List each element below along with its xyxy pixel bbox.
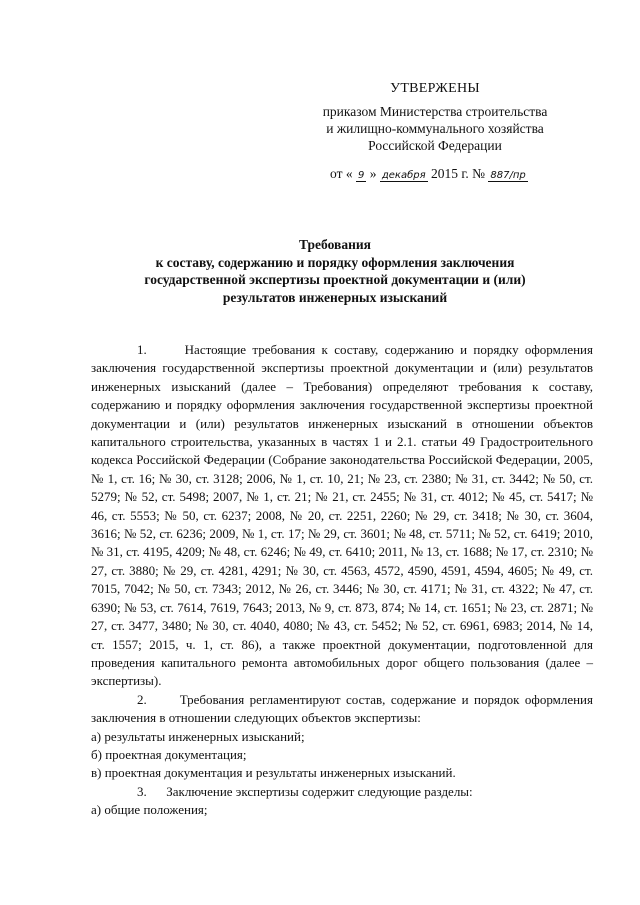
order-mid: » bbox=[369, 166, 377, 181]
document-body bbox=[91, 341, 593, 820]
list-item: в) проектная документация и результаты инженерных изысканий. bbox=[91, 765, 456, 781]
order-number: 887/пр bbox=[490, 170, 526, 181]
list-item: б) проектная документация; bbox=[91, 746, 247, 762]
order-line bbox=[330, 166, 590, 182]
approval-line: и жилищно-коммунального хозяйства bbox=[326, 121, 544, 136]
order-year: 2015 г. № bbox=[431, 166, 486, 181]
paragraph-3: 3. Заключение экспертизы содержит следующие разделы: bbox=[137, 783, 473, 799]
order-month: декабря bbox=[381, 170, 426, 181]
order-day: 9 bbox=[357, 170, 365, 181]
heading-line: Требования bbox=[299, 237, 371, 252]
paragraph-1: 1. Настоящие требования к составу, содержанию и порядку оформления заключения государственной экспертизы проектной документации и (или) результатов инженерных изысканий (далее – Требования) определяют требования к составу, содержанию и порядку оформления заключения государственной экспертизы проектной документации и (или) результатов инженерных изысканий в отношении объектов капитального строительства, указанных в частях 1 и 2.1. статьи 49 Градостроительного кодекса Российской Федерации (Собрание законодательства Российской Федерации, 2005, № 1, ст. 16; № 30, ст. 3128; 2006, № 1, ст. 10, 21; № 23, ст. 2380; № 31, ст. 3442; № 50, ст. 5279; № 52, ст. 5498; 2007, № 1, ст. 21; № 21, ст. 2455; № 31, ст. 4012; № 45, ст. 5417; № 46, ст. 5553; № 50, ст. 6237; 2008, № 20, ст. 2251, 2260; № 29, ст. 3418; № 30, ст. 3604, 3616; № 52, ст. 6236; 2009, № 1, ст. 17; № 29, ст. 3601; № 48, ст. 5711; № 52, ст. 6419; 2010, № 31, ст. 4195, 4209; № 48, ст. 6246; № 49, ст. 6410; 2011, № 13, ст. 1688; № 17, ст. 2310; № 27, ст. 3880; № 29, ст. 4281, 4291; № 30, ст. 4563, 4572, 4590, 4591, 4594, 4605; № 49, ст. 7015, 7042; № 50, ст. 7343; 2012, № 26, ст. 3446; № 30, ст. 4171; № 31, ст. 4322; № 47, ст. 6390; № 53, ст. 7614, 7619, 7643; 2013, № 9, ст. 873, 874; № 14, ст. 1651; № 23, ст. 2871; № 27, ст. 3477, 3480; № 30, ст. 4040, 4080; № 43, ст. 5452; № 52, ст. 6961, 6983; 2014, № 14, ст. 1557; 2015, ч. 1, ст. 86), а также проектной документации, подготовленной для проведения капитального ремонта автомобильных дорог общего пользования (далее – экспертизы). bbox=[91, 342, 593, 689]
approval-title: УТВЕРЖЕНЫ bbox=[390, 81, 480, 96]
order-prefix: от « bbox=[330, 166, 353, 181]
paragraph-2: 2. Требования регламентируют состав, содержание и порядок оформления заключения в отношении следующих объектов экспертизы: bbox=[91, 691, 593, 726]
list-item: а) результаты инженерных изысканий; bbox=[91, 728, 305, 744]
approval-line: Российской Федерации bbox=[368, 138, 502, 153]
document-heading bbox=[70, 236, 600, 306]
heading-line: государственной экспертизы проектной документации и (или) bbox=[144, 272, 526, 287]
list-item: а) общие положения; bbox=[91, 802, 208, 818]
heading-line: к составу, содержанию и порядку оформления заключения bbox=[155, 254, 515, 270]
heading-line: результатов инженерных изысканий bbox=[222, 289, 448, 305]
approval-block bbox=[300, 80, 570, 154]
approval-line: приказом Министерства строительства bbox=[322, 104, 548, 119]
